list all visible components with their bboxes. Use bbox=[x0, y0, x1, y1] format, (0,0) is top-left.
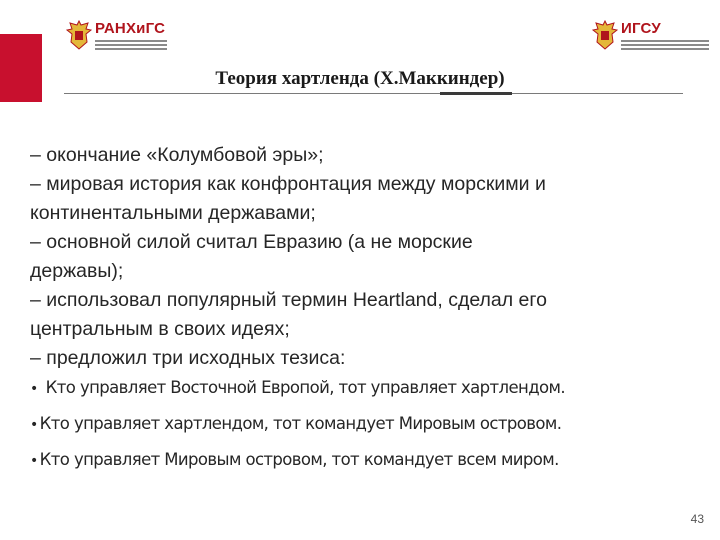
eagle-emblem-icon bbox=[592, 20, 618, 50]
body-text bbox=[30, 141, 710, 373]
thesis-list bbox=[30, 373, 710, 481]
logo-name: ИГСУ bbox=[621, 19, 661, 37]
slide-title: Теория хартленда (Х.Маккиндер) bbox=[215, 68, 505, 89]
text-line: – использовал популярный термин Heartland, сделал его bbox=[30, 289, 547, 311]
ranepa-logo bbox=[66, 20, 167, 50]
eagle-emblem-icon bbox=[66, 20, 92, 50]
logo-subtitle bbox=[621, 38, 709, 50]
logo-name: РАНХиГС bbox=[95, 19, 166, 37]
list-item-text: Кто управляет Мировым островом, тот командует всем миром. bbox=[39, 450, 559, 469]
list-item-text: Кто управляет хартлендом, тот командует Мировым островом. bbox=[39, 414, 562, 433]
title-divider-accent bbox=[440, 92, 512, 95]
text-line: – предложил три исходных тезиса: bbox=[30, 347, 346, 369]
list-item bbox=[30, 373, 710, 409]
list-item-text: Кто управляет Восточной Европой, тот управляет хартлендом. bbox=[45, 378, 566, 397]
page-number: 43 bbox=[690, 512, 704, 526]
text-line: центральным в своих идеях; bbox=[30, 318, 290, 340]
text-line: – основной силой считал Евразию (а не морские bbox=[30, 231, 473, 253]
bullet-icon: • bbox=[30, 453, 38, 469]
list-item bbox=[30, 409, 710, 445]
bullet-icon: • bbox=[30, 417, 38, 433]
text-line: – мировая история как конфронтация между морскими и bbox=[30, 173, 546, 195]
list-item bbox=[30, 445, 710, 481]
text-line: державы); bbox=[30, 260, 124, 282]
igsu-logo bbox=[592, 20, 709, 50]
title-divider bbox=[64, 93, 683, 94]
text-line: континентальными державами; bbox=[30, 202, 316, 224]
text-line: – окончание «Колумбовой эры»; bbox=[30, 144, 324, 166]
logo-subtitle bbox=[95, 38, 167, 50]
bullet-icon: • bbox=[30, 381, 38, 397]
